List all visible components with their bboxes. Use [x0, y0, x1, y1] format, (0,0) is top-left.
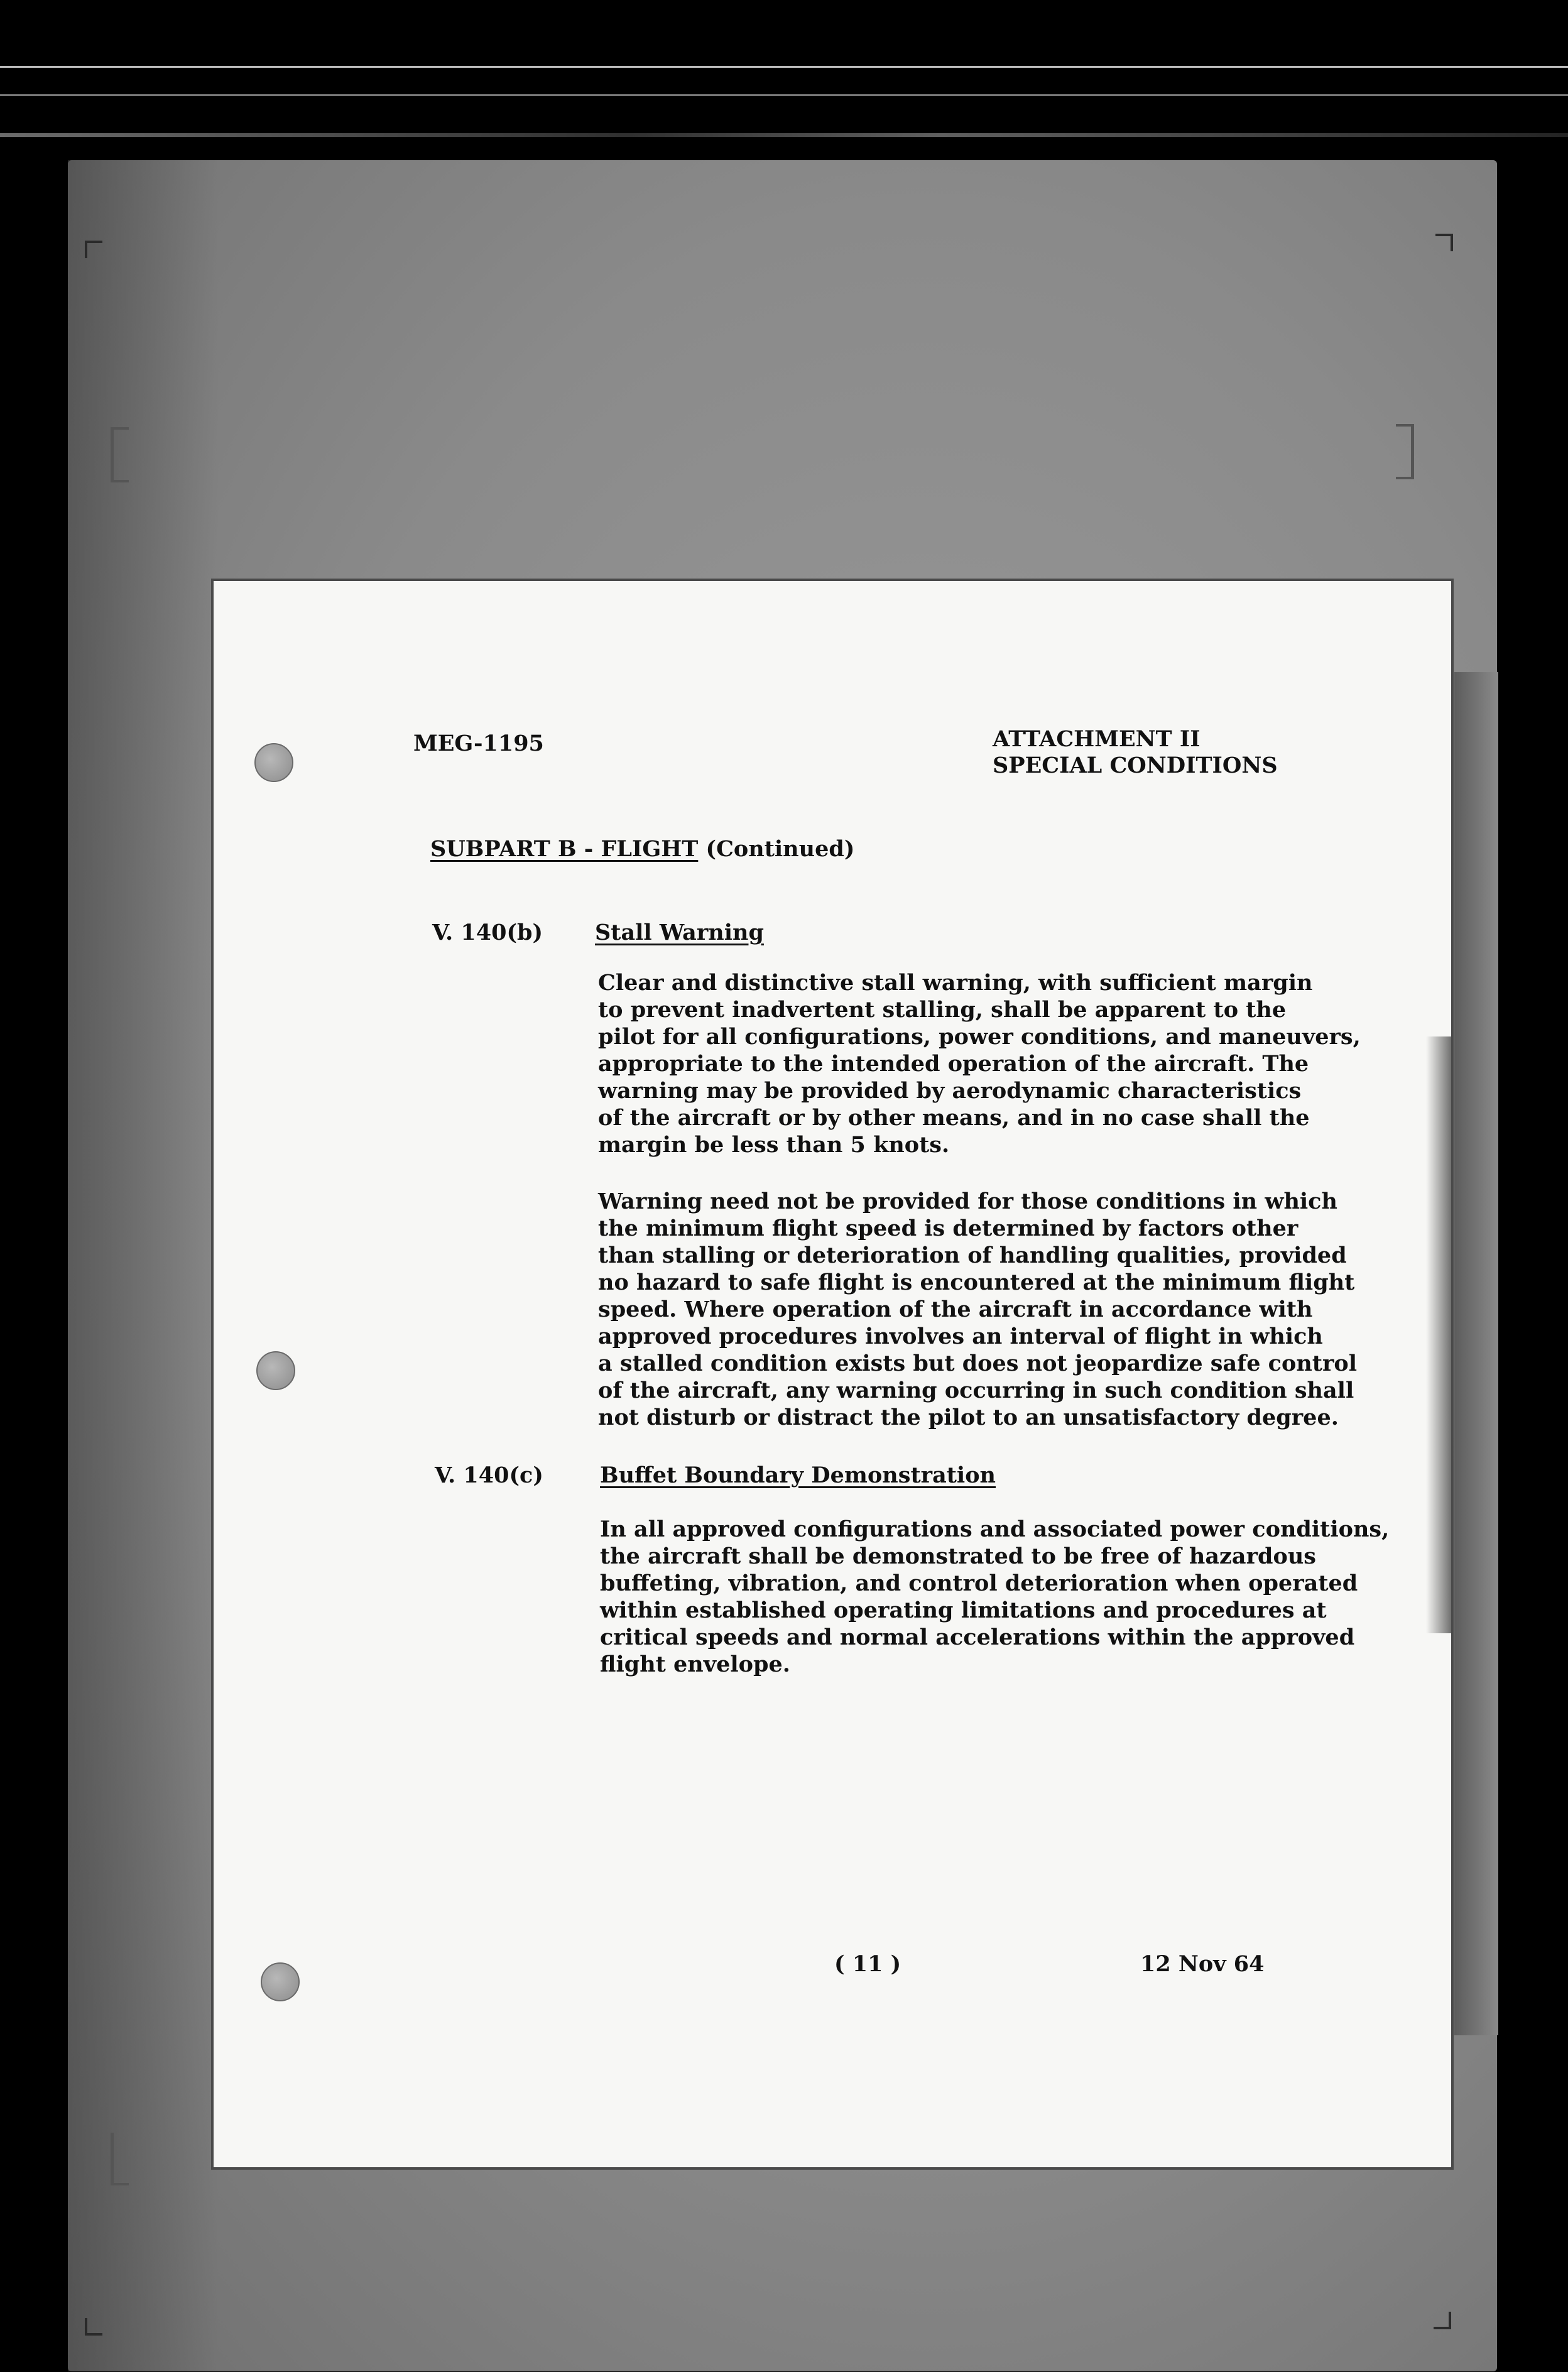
paragraph-line: approved procedures involves an interval of flight in which — [598, 1324, 1323, 1349]
film-edge-line — [0, 133, 1568, 137]
section-paragraph — [600, 1516, 1389, 1678]
section-number: V. 140(c) — [435, 1462, 543, 1488]
paragraph-line: buffeting, vibration, and control deterioration when operated — [600, 1570, 1358, 1596]
bracket-mark-icon — [111, 2133, 129, 2185]
paragraph-line: warning may be provided by aerodynamic characteristics — [598, 1078, 1302, 1104]
crop-mark-icon — [85, 2318, 102, 2336]
document-date: 12 Nov 64 — [1140, 1951, 1265, 1977]
bracket-mark-icon — [111, 427, 129, 482]
film-edge-line — [0, 94, 1568, 96]
crop-mark-icon — [85, 241, 102, 258]
subpart-heading — [430, 835, 854, 862]
section-heading: Stall Warning — [595, 920, 764, 945]
paragraph-line: Warning need not be provided for those conditions in which — [598, 1189, 1337, 1214]
crop-mark-icon — [1435, 234, 1453, 251]
paragraph-line: of the aircraft, any warning occurring in such condition shall — [598, 1378, 1354, 1403]
paragraph-line: within established operating limitations and procedures at — [600, 1597, 1327, 1623]
paragraph-line: of the aircraft or by other means, and in no case shall the — [598, 1105, 1310, 1131]
subpart-title: SUBPART B - FLIGHT — [430, 836, 699, 862]
paragraph-line: In all approved configurations and associated power conditions, — [600, 1516, 1390, 1542]
attachment-title: ATTACHMENT II — [993, 726, 1200, 752]
paragraph-line: flight envelope. — [600, 1651, 790, 1677]
paragraph-line: to prevent inadvertent stalling, shall be apparent to the — [598, 997, 1287, 1023]
section-paragraph — [598, 969, 1361, 1158]
paragraph-line: pilot for all configurations, power conditions, and maneuvers, — [598, 1024, 1361, 1050]
attachment-subtitle: SPECIAL CONDITIONS — [993, 753, 1278, 778]
punch-hole-icon — [261, 1962, 300, 2001]
paragraph-line: speed. Where operation of the aircraft in accordance with — [598, 1297, 1313, 1322]
backing-tab — [1454, 672, 1498, 2035]
backing-shadow — [68, 160, 219, 2371]
paragraph-line: no hazard to safe flight is encountered at the minimum flight — [598, 1270, 1355, 1295]
paragraph-line: than stalling or deterioration of handling qualities, provided — [598, 1243, 1347, 1268]
section-number: V. 140(b) — [432, 920, 543, 945]
punch-hole-icon — [256, 1351, 295, 1390]
paragraph-line: margin be less than 5 knots. — [598, 1132, 950, 1158]
paragraph-line: Clear and distinctive stall warning, with sufficient margin — [598, 970, 1313, 996]
crop-mark-icon — [1434, 2312, 1451, 2329]
section-heading: Buffet Boundary Demonstration — [600, 1462, 996, 1488]
paragraph-line: a stalled condition exists but does not jeopardize safe control — [598, 1351, 1358, 1376]
film-border-top — [0, 0, 1568, 151]
paragraph-line: the aircraft shall be demonstrated to be free of hazardous — [600, 1543, 1317, 1569]
paragraph-line: appropriate to the intended operation of the aircraft. The — [598, 1051, 1309, 1077]
paragraph-line: the minimum flight speed is determined by factors other — [598, 1216, 1298, 1241]
page-shadow — [1426, 1036, 1451, 1633]
section-paragraph — [598, 1188, 1357, 1431]
paragraph-line: not disturb or distract the pilot to an unsatisfactory degree. — [598, 1405, 1339, 1430]
paragraph-line: critical speeds and normal accelerations within the approved — [600, 1624, 1355, 1650]
bracket-mark-icon — [1396, 424, 1414, 479]
page-number: ( 11 ) — [834, 1951, 901, 1977]
punch-hole-icon — [254, 743, 293, 782]
document-number: MEG-1195 — [413, 731, 544, 756]
film-edge-line — [0, 66, 1568, 68]
subpart-continued: (Continued) — [705, 836, 855, 862]
